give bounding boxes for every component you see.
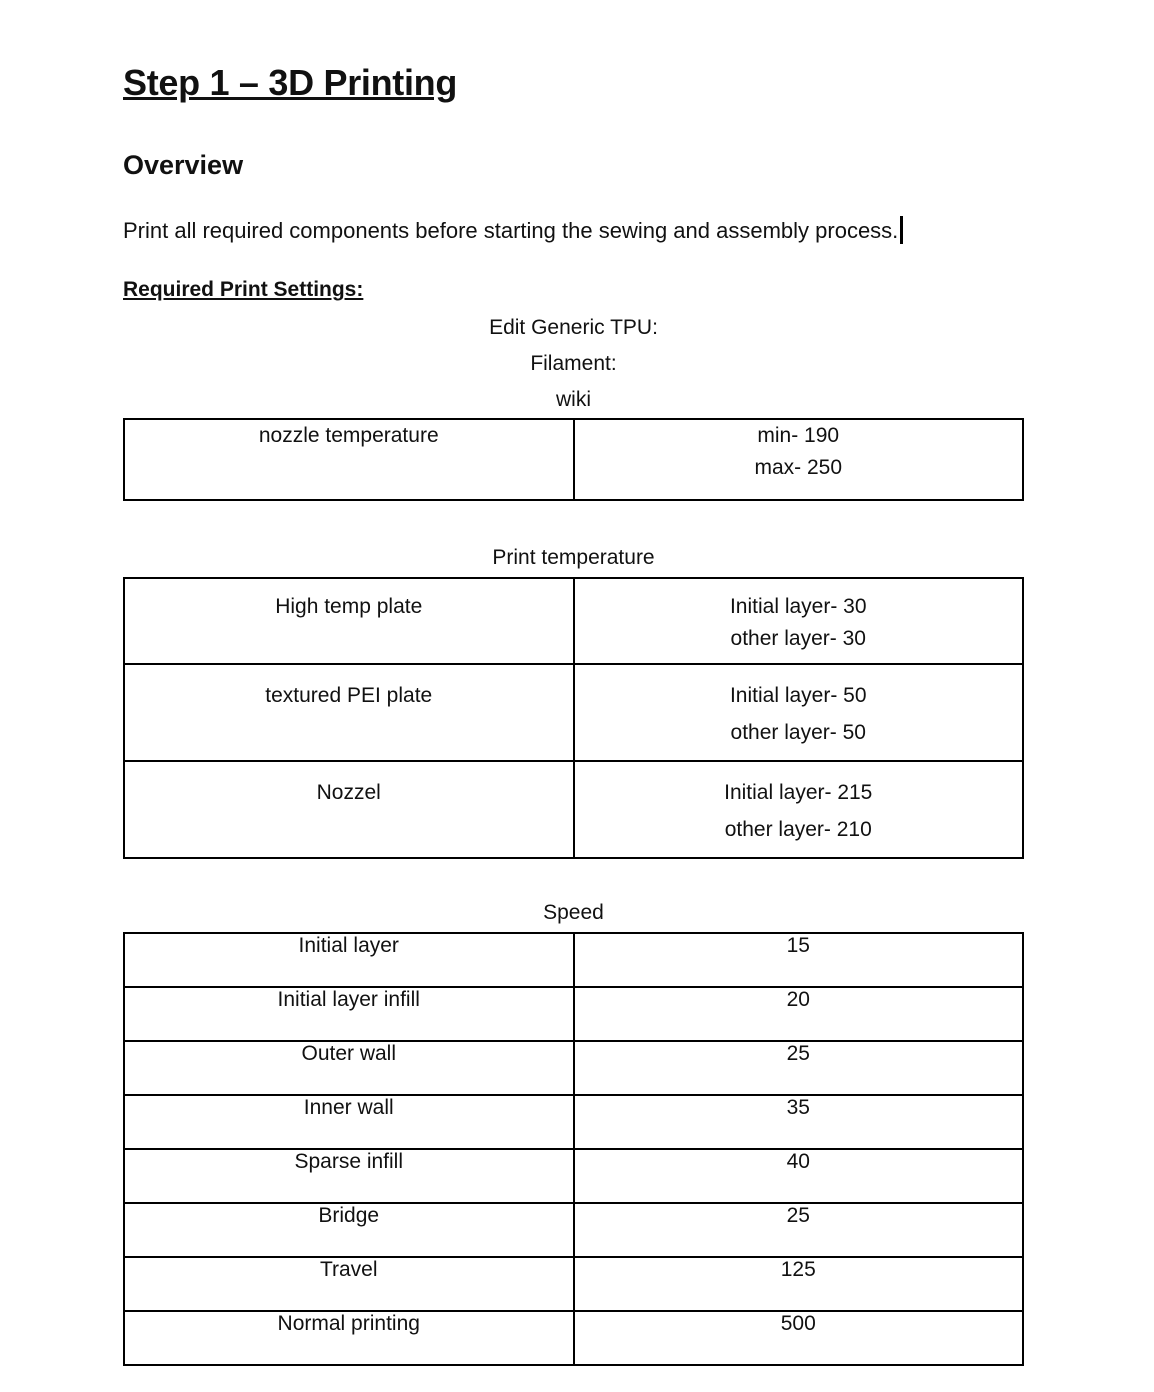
- print-temperature-table: [123, 577, 1024, 859]
- table-cell-label: Bridge: [124, 1203, 574, 1257]
- intro-paragraph[interactable]: [123, 216, 903, 244]
- table-cell-label: [124, 761, 574, 858]
- overview-heading: Overview: [123, 150, 244, 180]
- filament-table: [123, 418, 1024, 501]
- cell-text: Initial layer- 50: [729, 684, 867, 707]
- table-row: [124, 987, 1023, 1041]
- table-row: [124, 419, 1023, 500]
- speed-table: [123, 932, 1024, 1366]
- cell-text: Nozzel: [316, 781, 381, 804]
- filament-line-1: Edit Generic TPU:: [489, 316, 658, 339]
- table-cell-value: [574, 419, 1024, 500]
- table-cell-label: Initial layer infill: [124, 987, 574, 1041]
- table-cell-label: Travel: [124, 1257, 574, 1311]
- table-cell-value: [574, 578, 1024, 664]
- table-cell-label: [124, 664, 574, 761]
- table-row: [124, 1041, 1023, 1095]
- table-cell-value: [574, 664, 1024, 761]
- cell-text: nozzle temperature: [258, 424, 439, 447]
- cell-text: High temp plate: [275, 595, 423, 618]
- cell-text: min- 190: [757, 424, 840, 447]
- cell-text: textured PEI plate: [265, 684, 433, 707]
- cell-text: Initial layer- 30: [729, 595, 867, 618]
- table-row: [124, 761, 1023, 858]
- print-temperature-heading: Print temperature: [492, 546, 655, 569]
- table-row: [124, 1203, 1023, 1257]
- table-cell-value: 15: [574, 933, 1024, 987]
- filament-line-3: wiki: [556, 388, 591, 411]
- table-cell-label: Normal printing: [124, 1311, 574, 1365]
- table-cell-label: Outer wall: [124, 1041, 574, 1095]
- cell-text: max- 250: [754, 456, 843, 479]
- table-cell-value: 500: [574, 1311, 1024, 1365]
- table-cell-label: Inner wall: [124, 1095, 574, 1149]
- table-cell-value: 125: [574, 1257, 1024, 1311]
- table-cell-label: [124, 419, 574, 500]
- cell-text: other layer- 50: [730, 721, 866, 744]
- cell-text: Initial layer- 215: [724, 781, 873, 804]
- speed-heading: Speed: [543, 901, 604, 924]
- table-cell-label: [124, 578, 574, 664]
- table-cell-value: 35: [574, 1095, 1024, 1149]
- table-cell-value: 25: [574, 1041, 1024, 1095]
- table-cell-value: [574, 761, 1024, 858]
- text-cursor: [900, 216, 903, 244]
- table-cell-label: Initial layer: [124, 933, 574, 987]
- table-row: [124, 664, 1023, 761]
- page-title: Step 1 – 3D Printing: [123, 62, 458, 103]
- table-cell-value: 20: [574, 987, 1024, 1041]
- table-row: [124, 1311, 1023, 1365]
- cell-text: other layer- 210: [724, 818, 872, 841]
- table-row: [124, 1149, 1023, 1203]
- table-row: [124, 578, 1023, 664]
- settings-heading: Required Print Settings:: [123, 278, 364, 301]
- table-row: [124, 1257, 1023, 1311]
- table-cell-value: 40: [574, 1149, 1024, 1203]
- table-row: [124, 1095, 1023, 1149]
- cell-text: other layer- 30: [730, 627, 866, 650]
- filament-line-2: Filament:: [530, 352, 617, 375]
- table-cell-label: Sparse infill: [124, 1149, 574, 1203]
- table-cell-value: 25: [574, 1203, 1024, 1257]
- table-row: [124, 933, 1023, 987]
- intro-text: Print all required components before starting the sewing and assembly process.: [123, 218, 899, 243]
